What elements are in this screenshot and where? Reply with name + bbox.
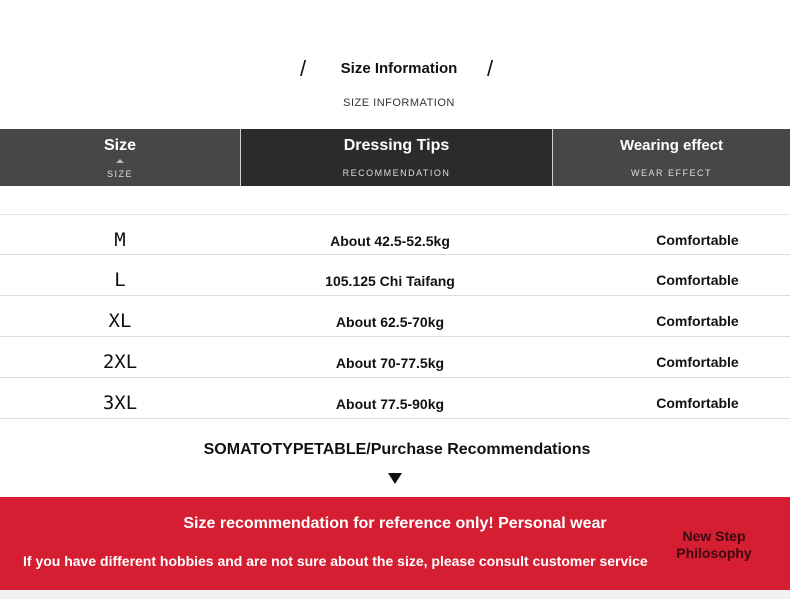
table-row	[0, 255, 790, 296]
size-cell: L	[114, 269, 126, 291]
hanger-icon	[115, 158, 125, 164]
size-cell: XL	[108, 310, 132, 332]
size-cell: 2XL	[102, 351, 138, 373]
brand-line-2: Philosophy	[676, 545, 752, 561]
triangle-down-icon	[388, 473, 402, 484]
table-header	[0, 129, 790, 186]
somatotype-heading: SOMATOTYPETABLE/Purchase Recommendations	[203, 441, 591, 458]
brand-line-1: New Step	[682, 528, 746, 544]
banner-note: If you have different hobbies and are not sure about the size, please consult customer service	[23, 553, 648, 569]
column-header-tips	[240, 129, 553, 186]
slash-left: /	[300, 56, 307, 81]
table-row	[0, 378, 790, 419]
effect-cell: Comfortable	[656, 272, 739, 288]
size-table	[0, 214, 790, 419]
column-header-size	[0, 129, 240, 186]
effect-cell: Comfortable	[656, 395, 739, 411]
column-header-effect	[553, 129, 790, 186]
column-header-effect-label: Wearing effect	[619, 137, 724, 154]
table-row	[0, 296, 790, 337]
column-header-tips-label: Dressing Tips	[343, 137, 450, 154]
effect-cell: Comfortable	[656, 232, 739, 248]
page-subtitle: SIZE INFORMATION	[343, 97, 455, 109]
size-cell: 3XL	[102, 392, 138, 414]
banner-headline: Size recommendation for reference only! Personal wear	[183, 515, 607, 532]
effect-cell: Comfortable	[656, 313, 739, 329]
tip-cell: 105.125 Chi Taifang	[325, 273, 455, 289]
page-title: Size Information	[340, 60, 458, 77]
slash-right: /	[487, 56, 494, 81]
bottom-strip	[0, 590, 790, 599]
column-header-size-label: Size	[103, 137, 136, 154]
notice-banner	[0, 497, 790, 590]
tip-cell: About 77.5-90kg	[335, 396, 445, 412]
brand-name	[668, 528, 760, 562]
column-header-effect-sub: WEAR EFFECT	[631, 168, 712, 178]
table-row	[0, 337, 790, 378]
table-row	[0, 214, 790, 255]
effect-cell: Comfortable	[656, 354, 739, 370]
tip-cell: About 70-77.5kg	[335, 355, 445, 371]
size-info-heading	[0, 56, 790, 82]
tip-cell: About 62.5-70kg	[335, 314, 445, 330]
column-header-tips-sub: RECOMMENDATION	[342, 168, 451, 178]
column-header-size-sub: SIZE	[106, 169, 133, 179]
size-cell: M	[114, 229, 126, 251]
tip-cell: About 42.5-52.5kg	[330, 233, 450, 249]
